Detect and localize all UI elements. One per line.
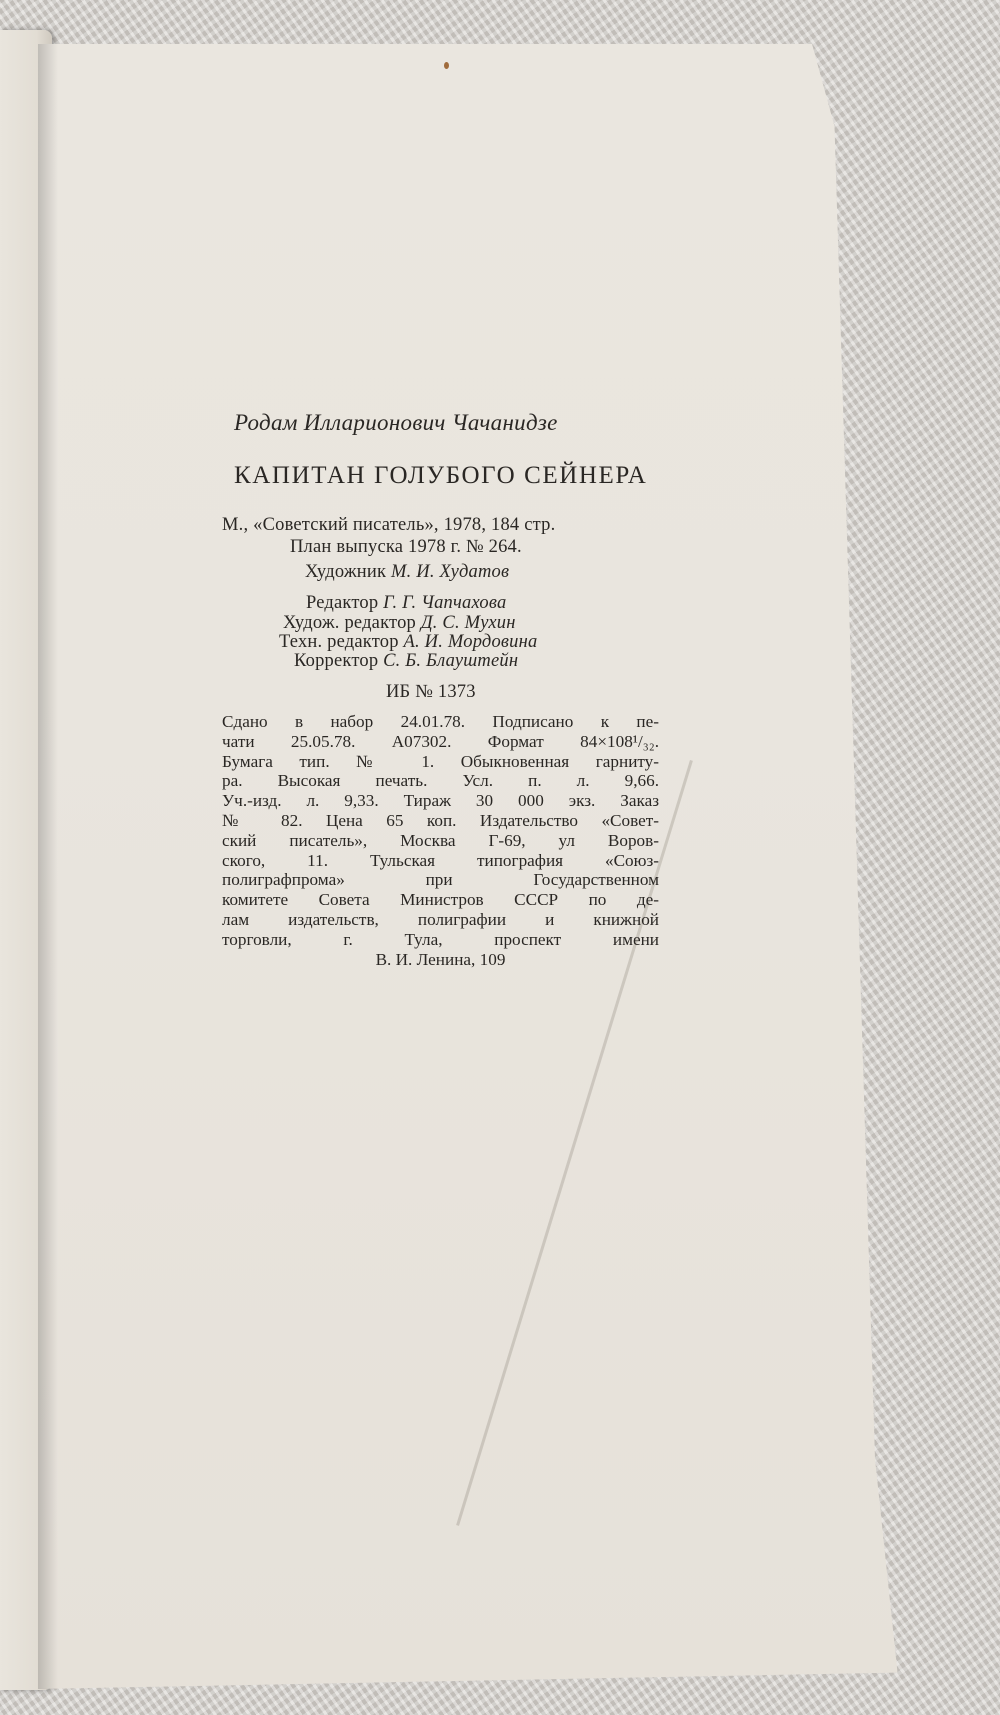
paper-stain (444, 62, 449, 69)
plan-line: План выпуска 1978 г. № 264. (290, 537, 522, 557)
colophon-line: Уч.-изд. л. 9,33. Тираж 30 000 экз. Заказ (222, 791, 659, 811)
art-editor-line (283, 613, 516, 634)
colophon-line: лам издательств, полиграфии и книжной (222, 909, 659, 929)
book-title: КАПИТАН ГОЛУБОГО СЕЙНЕРА (234, 462, 648, 489)
colophon-line: полиграфпрома» при Государственном (222, 870, 659, 890)
colophon-line: Бумага тип. № 1. Обыкновенная гарниту- (222, 751, 659, 771)
publication-line: М., «Советский писатель», 1978, 184 стр. (222, 515, 556, 535)
proofreader-name: С. Б. Блауштейн (383, 651, 519, 671)
colophon-line: комитете Совета Министров СССР по де- (222, 890, 659, 910)
colophon-line: В. И. Ленина, 109 (375, 949, 506, 969)
art-editor-role: Худож. редактор (283, 613, 416, 633)
proofreader-role: Корректор (294, 651, 379, 671)
colophon-line: ра. Высокая печать. Усл. п. л. 9,66. (222, 771, 659, 791)
editor-name: Г. Г. Чапчахова (383, 593, 507, 613)
author-name: Родам Илларионович Чачанидзе (234, 410, 558, 435)
artist-role: Художник (305, 562, 387, 582)
editor-role: Редактор (306, 593, 379, 613)
gutter-shadow (38, 44, 58, 1689)
colophon-line: ский писатель», Москва Г-69, ул Воров- (222, 830, 659, 850)
ib-number: ИБ № 1373 (386, 682, 476, 702)
colophon-line: ского, 11. Тульская типография «Союз- (222, 850, 659, 870)
colophon-line: торговли, г. Тула, проспект имени (222, 929, 659, 949)
artist-name: М. И. Худатов (391, 562, 510, 582)
colophon-block (222, 712, 659, 969)
proofreader-line (294, 651, 518, 672)
artist-line (305, 562, 509, 583)
editor-line (306, 593, 506, 614)
tech-editor-name: А. И. Мордовина (403, 632, 538, 652)
colophon-line: чати 25.05.78. А07302. Формат 84×108¹/₃₂. (222, 731, 659, 751)
colophon-line: Сдано в набор 24.01.78. Подписано к пе- (222, 712, 659, 731)
art-editor-name: Д. С. Мухин (420, 613, 516, 633)
tech-editor-role: Техн. редактор (279, 632, 399, 652)
tech-editor-line (279, 632, 537, 653)
colophon-line: № 82. Цена 65 коп. Издательство «Совет- (222, 810, 659, 830)
